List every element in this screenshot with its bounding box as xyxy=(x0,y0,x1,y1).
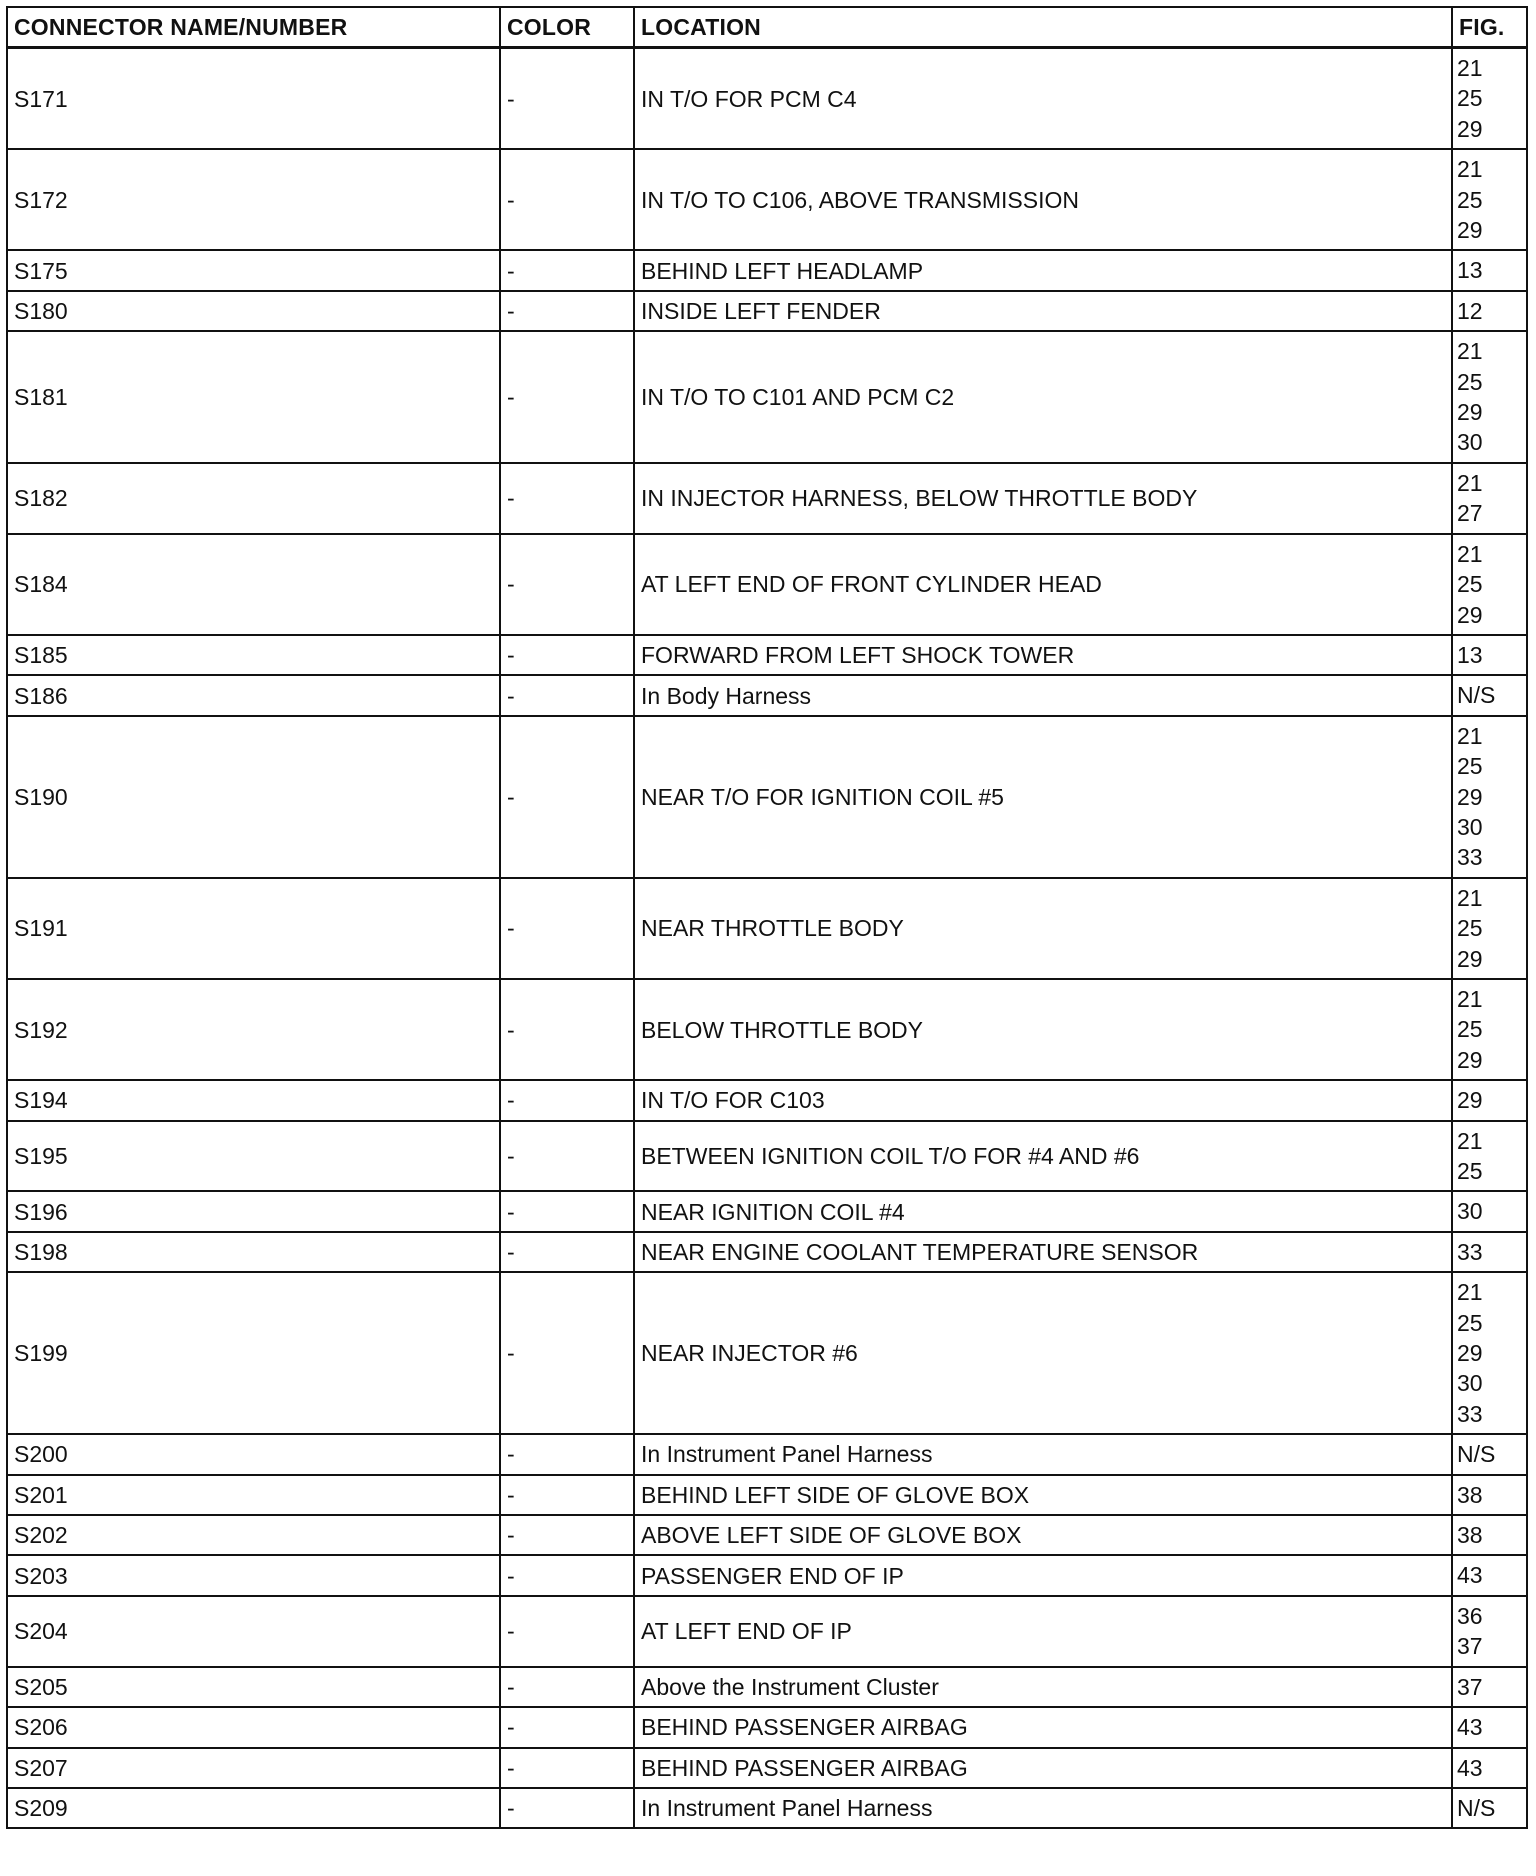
fig-number: 30 xyxy=(1457,1370,1483,1397)
fig-cell xyxy=(1452,250,1527,290)
connector-cell: S200 xyxy=(7,1434,500,1474)
table-row xyxy=(7,149,1527,250)
connector-cell: S190 xyxy=(7,716,500,878)
fig-number: 29 xyxy=(1457,1340,1483,1367)
fig-number: 29 xyxy=(1457,1046,1483,1073)
fig-number: 25 xyxy=(1457,368,1483,395)
fig-cell xyxy=(1452,331,1527,463)
fig-number: 25 xyxy=(1457,753,1483,780)
table-row xyxy=(7,534,1527,635)
fig-number: 29 xyxy=(1457,945,1483,972)
fig-number: N/S xyxy=(1457,682,1496,709)
fig-number: 21 xyxy=(1457,338,1483,365)
color-cell: - xyxy=(500,979,634,1080)
color-cell: - xyxy=(500,1667,634,1707)
location-cell: BEHIND PASSENGER AIRBAG xyxy=(634,1748,1452,1788)
connector-cell: S191 xyxy=(7,878,500,979)
table-row xyxy=(7,1515,1527,1555)
fig-number: 21 xyxy=(1457,722,1483,749)
fig-number: 29 xyxy=(1457,217,1483,244)
fig-number: 33 xyxy=(1457,1400,1483,1427)
fig-cell xyxy=(1452,1707,1527,1747)
connector-cell: S199 xyxy=(7,1272,500,1434)
table-row xyxy=(7,1596,1527,1667)
location-cell: AT LEFT END OF IP xyxy=(634,1596,1452,1667)
color-cell: - xyxy=(500,1080,634,1120)
fig-number: 43 xyxy=(1457,1714,1483,1741)
location-cell: INSIDE LEFT FENDER xyxy=(634,291,1452,331)
table-row xyxy=(7,635,1527,675)
fig-number: 29 xyxy=(1457,601,1483,628)
color-cell: - xyxy=(500,1191,634,1231)
location-cell: In Instrument Panel Harness xyxy=(634,1434,1452,1474)
color-cell: - xyxy=(500,331,634,463)
table-row xyxy=(7,1748,1527,1788)
location-cell: BEHIND LEFT SIDE OF GLOVE BOX xyxy=(634,1475,1452,1515)
location-cell: NEAR THROTTLE BODY xyxy=(634,878,1452,979)
connector-cell: S204 xyxy=(7,1596,500,1667)
table-row xyxy=(7,675,1527,715)
location-cell: In Instrument Panel Harness xyxy=(634,1788,1452,1828)
connector-cell: S202 xyxy=(7,1515,500,1555)
fig-cell xyxy=(1452,1748,1527,1788)
connector-cell: S207 xyxy=(7,1748,500,1788)
color-cell: - xyxy=(500,48,634,150)
connector-cell: S184 xyxy=(7,534,500,635)
connector-cell: S186 xyxy=(7,675,500,715)
color-cell: - xyxy=(500,635,634,675)
fig-number: 33 xyxy=(1457,844,1483,871)
table-row xyxy=(7,331,1527,463)
header-connector-name-number: CONNECTOR NAME/NUMBER xyxy=(7,7,500,48)
connector-cell: S206 xyxy=(7,1707,500,1747)
table-row xyxy=(7,1080,1527,1120)
fig-cell xyxy=(1452,1475,1527,1515)
table-row xyxy=(7,1434,1527,1474)
color-cell: - xyxy=(500,291,634,331)
location-cell: BEHIND LEFT HEADLAMP xyxy=(634,250,1452,290)
fig-number: 30 xyxy=(1457,1198,1483,1225)
connector-cell: S209 xyxy=(7,1788,500,1828)
table-row xyxy=(7,291,1527,331)
color-cell: - xyxy=(500,1232,634,1272)
fig-number: 37 xyxy=(1457,1633,1483,1660)
table-row xyxy=(7,1232,1527,1272)
fig-number: 25 xyxy=(1457,85,1483,112)
location-cell: NEAR ENGINE COOLANT TEMPERATURE SENSOR xyxy=(634,1232,1452,1272)
fig-cell xyxy=(1452,675,1527,715)
location-cell: IN T/O TO C106, ABOVE TRANSMISSION xyxy=(634,149,1452,250)
fig-number: 21 xyxy=(1457,55,1483,81)
color-cell: - xyxy=(500,1788,634,1828)
color-cell: - xyxy=(500,1121,634,1192)
table-row xyxy=(7,1555,1527,1595)
header-location: LOCATION xyxy=(634,7,1452,48)
fig-number: 25 xyxy=(1457,1309,1483,1336)
connector-cell: S195 xyxy=(7,1121,500,1192)
table-row xyxy=(7,979,1527,1080)
header-fig: FIG. xyxy=(1452,7,1527,48)
table-header xyxy=(7,7,1527,48)
fig-cell xyxy=(1452,48,1527,150)
fig-cell xyxy=(1452,1434,1527,1474)
location-cell: ABOVE LEFT SIDE OF GLOVE BOX xyxy=(634,1515,1452,1555)
fig-number: 33 xyxy=(1457,1238,1483,1265)
table-row xyxy=(7,1707,1527,1747)
connector-cell: S175 xyxy=(7,250,500,290)
fig-cell xyxy=(1452,716,1527,878)
connector-cell: S181 xyxy=(7,331,500,463)
color-cell: - xyxy=(500,1596,634,1667)
fig-number: 12 xyxy=(1457,297,1483,324)
fig-number: 21 xyxy=(1457,985,1483,1012)
location-cell: AT LEFT END OF FRONT CYLINDER HEAD xyxy=(634,534,1452,635)
connector-cell: S182 xyxy=(7,463,500,534)
fig-number: 25 xyxy=(1457,186,1483,213)
color-cell: - xyxy=(500,1555,634,1595)
fig-number: 21 xyxy=(1457,540,1483,567)
location-cell: NEAR IGNITION COIL #4 xyxy=(634,1191,1452,1231)
fig-number: 36 xyxy=(1457,1602,1483,1629)
fig-number: 21 xyxy=(1457,469,1483,496)
connector-cell: S192 xyxy=(7,979,500,1080)
table-row xyxy=(7,1475,1527,1515)
color-cell: - xyxy=(500,1748,634,1788)
fig-cell xyxy=(1452,979,1527,1080)
fig-number: 25 xyxy=(1457,571,1483,598)
fig-number: 29 xyxy=(1457,783,1483,810)
color-cell: - xyxy=(500,250,634,290)
color-cell: - xyxy=(500,1707,634,1747)
fig-number: 25 xyxy=(1457,1158,1483,1184)
table-row xyxy=(7,48,1527,150)
fig-number: 13 xyxy=(1457,257,1483,284)
fig-number: 43 xyxy=(1457,1562,1483,1589)
fig-cell xyxy=(1452,1788,1527,1828)
fig-cell xyxy=(1452,463,1527,534)
fig-number: 29 xyxy=(1457,115,1483,142)
location-cell: PASSENGER END OF IP xyxy=(634,1555,1452,1595)
fig-cell xyxy=(1452,1555,1527,1595)
color-cell: - xyxy=(500,675,634,715)
connector-cell: S201 xyxy=(7,1475,500,1515)
location-cell: IN T/O FOR C103 xyxy=(634,1080,1452,1120)
fig-number: 38 xyxy=(1457,1481,1483,1508)
table-row xyxy=(7,878,1527,979)
connector-location-table xyxy=(6,6,1528,1829)
connector-cell: S172 xyxy=(7,149,500,250)
fig-number: 25 xyxy=(1457,915,1483,942)
table-row xyxy=(7,1121,1527,1192)
location-cell: BETWEEN IGNITION COIL T/O FOR #4 AND #6 xyxy=(634,1121,1452,1192)
color-cell: - xyxy=(500,878,634,979)
location-cell: NEAR T/O FOR IGNITION COIL #5 xyxy=(634,716,1452,878)
fig-cell xyxy=(1452,1121,1527,1192)
location-cell: In Body Harness xyxy=(634,675,1452,715)
fig-number: N/S xyxy=(1457,1794,1496,1821)
table-row xyxy=(7,1788,1527,1828)
connector-cell: S196 xyxy=(7,1191,500,1231)
fig-cell xyxy=(1452,1596,1527,1667)
connector-cell: S185 xyxy=(7,635,500,675)
color-cell: - xyxy=(500,534,634,635)
location-cell: IN T/O TO C101 AND PCM C2 xyxy=(634,331,1452,463)
fig-cell xyxy=(1452,291,1527,331)
table-row xyxy=(7,1191,1527,1231)
fig-number: 21 xyxy=(1457,1127,1483,1154)
fig-number: 29 xyxy=(1457,399,1483,426)
connector-cell: S198 xyxy=(7,1232,500,1272)
fig-cell xyxy=(1452,878,1527,979)
table-row xyxy=(7,716,1527,878)
table-row xyxy=(7,463,1527,534)
location-cell: BEHIND PASSENGER AIRBAG xyxy=(634,1707,1452,1747)
fig-cell xyxy=(1452,1080,1527,1120)
table-row xyxy=(7,1272,1527,1434)
fig-number: 29 xyxy=(1457,1087,1483,1114)
location-cell: NEAR INJECTOR #6 xyxy=(634,1272,1452,1434)
fig-cell xyxy=(1452,635,1527,675)
fig-number: 38 xyxy=(1457,1522,1483,1549)
header-color: COLOR xyxy=(500,7,634,48)
table-row xyxy=(7,1667,1527,1707)
fig-cell xyxy=(1452,149,1527,250)
connector-cell: S203 xyxy=(7,1555,500,1595)
fig-number: 27 xyxy=(1457,500,1483,527)
fig-cell xyxy=(1452,1272,1527,1434)
connector-location-table-sheet xyxy=(6,6,1526,1829)
color-cell: - xyxy=(500,149,634,250)
fig-number: 13 xyxy=(1457,641,1483,668)
fig-number: 30 xyxy=(1457,813,1483,840)
fig-cell xyxy=(1452,1667,1527,1707)
fig-number: N/S xyxy=(1457,1441,1496,1468)
fig-cell xyxy=(1452,1232,1527,1272)
fig-cell xyxy=(1452,1191,1527,1231)
fig-cell xyxy=(1452,1515,1527,1555)
color-cell: - xyxy=(500,463,634,534)
table-body xyxy=(7,48,1527,1829)
color-cell: - xyxy=(500,1434,634,1474)
location-cell: FORWARD FROM LEFT SHOCK TOWER xyxy=(634,635,1452,675)
fig-number: 37 xyxy=(1457,1673,1483,1700)
fig-number: 21 xyxy=(1457,884,1483,911)
fig-number: 21 xyxy=(1457,1279,1483,1306)
fig-cell xyxy=(1452,534,1527,635)
connector-cell: S205 xyxy=(7,1667,500,1707)
table-row xyxy=(7,250,1527,290)
fig-number: 30 xyxy=(1457,429,1483,456)
color-cell: - xyxy=(500,1515,634,1555)
color-cell: - xyxy=(500,1475,634,1515)
connector-cell: S180 xyxy=(7,291,500,331)
color-cell: - xyxy=(500,716,634,878)
header-row xyxy=(7,7,1527,48)
fig-number: 25 xyxy=(1457,1016,1483,1043)
connector-cell: S171 xyxy=(7,48,500,150)
location-cell: IN T/O FOR PCM C4 xyxy=(634,48,1452,150)
location-cell: Above the Instrument Cluster xyxy=(634,1667,1452,1707)
fig-number: 43 xyxy=(1457,1754,1483,1781)
color-cell: - xyxy=(500,1272,634,1434)
location-cell: IN INJECTOR HARNESS, BELOW THROTTLE BODY xyxy=(634,463,1452,534)
connector-cell: S194 xyxy=(7,1080,500,1120)
location-cell: BELOW THROTTLE BODY xyxy=(634,979,1452,1080)
fig-number: 21 xyxy=(1457,156,1483,183)
